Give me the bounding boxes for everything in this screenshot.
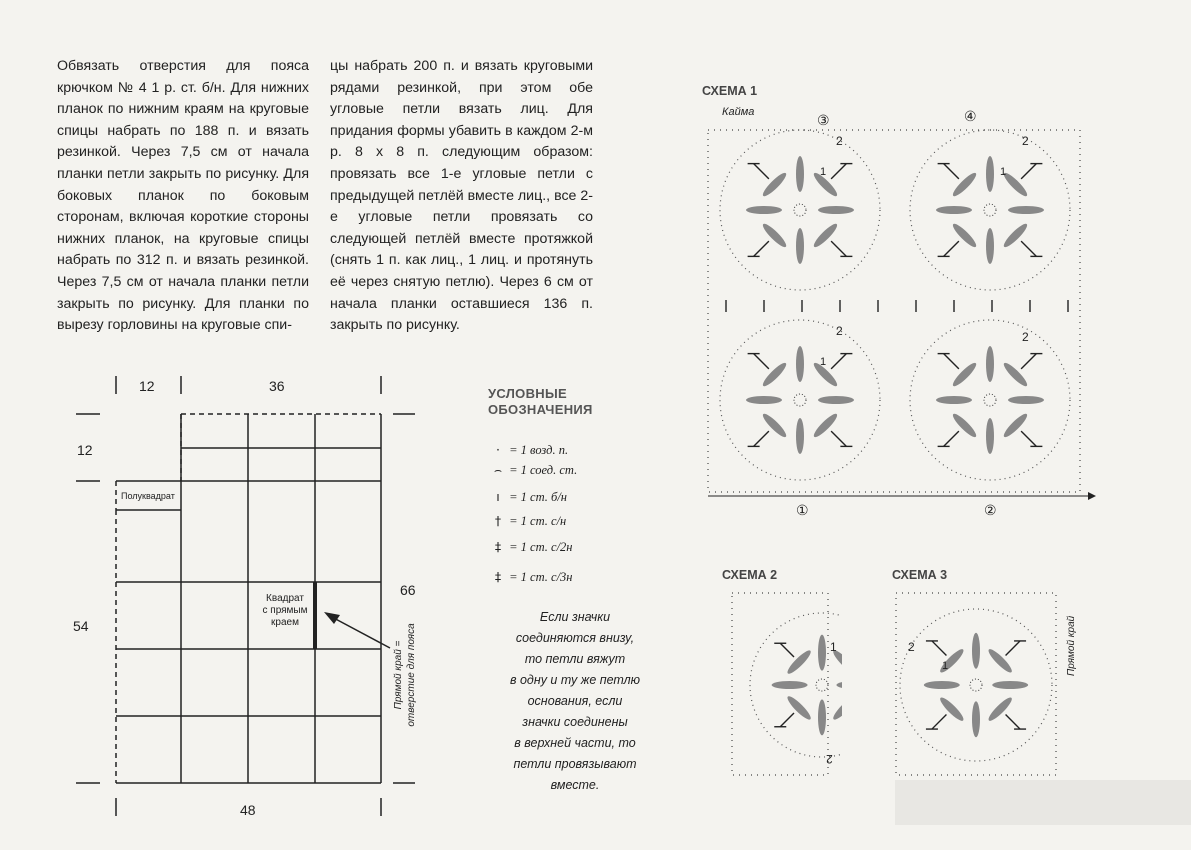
corner-stitch-mark (754, 164, 769, 179)
motif-center (984, 204, 996, 216)
row-label: 1 (1000, 166, 1007, 178)
motif-center (816, 679, 828, 691)
schema1-title: СХЕМА 1 (702, 84, 758, 98)
legend-note-line: значки соединены (522, 715, 628, 729)
treble-crochet-icon: ‡ (494, 539, 502, 554)
schema3-row-1: 1 (942, 660, 949, 672)
motif-center (794, 204, 806, 216)
dim-top-left: 12 (139, 378, 155, 394)
corner-stitch-mark (780, 713, 794, 727)
instructions-text-1: Обвязать отверстия для пояса крючком № 4 1 р. ст. б/н. Для нижних планок по нижним краям на круговые спицы набрать по 188 п. и вязать резинкой. Через 7,5 см от начала планки петли закрыть по рисунку. Для боковых планок по боковым сторонам, включая короткие стороны нижних планок, на круговые спицы набрать по 312 п. и вязать резинкой. Через 7,5 см от начала планки петли закрыть по рисунку. Для планки по вырезу горловины на круговые спи- (57, 58, 309, 334)
dim-bottom: 48 (240, 802, 256, 818)
legend-item-text: = 1 соед. ст. (509, 463, 578, 477)
petal-mark (924, 681, 960, 689)
dim-left-top: 12 (77, 442, 93, 458)
corner-stitch-mark (754, 354, 769, 369)
motif-outline (720, 320, 880, 480)
petal-mark (796, 228, 804, 264)
motif-outline (720, 130, 880, 290)
petal-mark (818, 396, 854, 404)
corner-stitch-mark (932, 641, 947, 656)
schema1-edge-label: Кайма (722, 106, 755, 118)
petal-mark (986, 418, 994, 454)
schema2-row-2: 2 (826, 752, 833, 766)
legend-item-text: = 1 ст. с/2н (509, 540, 573, 554)
square-label-2: с прямым (262, 605, 308, 616)
schema3-row-2: 2 (908, 640, 915, 654)
petal-mark (796, 156, 804, 192)
row-label: 2 (836, 324, 843, 338)
motif-center (984, 394, 996, 406)
double-crochet-icon: † (494, 513, 502, 528)
corner-stitch-mark (1021, 164, 1036, 179)
petal-mark (986, 228, 994, 264)
corner-stitch-mark (831, 241, 846, 256)
legend-note (500, 607, 650, 796)
motif-center (970, 679, 982, 691)
instructions-text-2: цы набрать 200 п. и вязать круговыми рядами резинкой, при этом обе угловые петли вязать лиц. Для придания формы убавить в каждом 2-м р. 8 х 8 п. следующим образом: провязать все 1-е угловые петли с предыдущей петлёй вместе лиц., все 2-е угловые петли провязать со следующей петлёй вместе протяжкой (снять 1 п. как лиц., 1 лиц. и протянуть её через снятую петлю). Через 6 см от начала планки оставшиеся 136 п. закрыть по рисунку. (330, 58, 593, 334)
schema3-border (896, 593, 1056, 775)
schema1-arrow (1088, 492, 1096, 500)
schema1-crochet-chart (690, 100, 1110, 530)
petal-mark (772, 681, 808, 689)
footer-strip (895, 780, 1191, 825)
circle-label-1: ① (796, 502, 809, 518)
corner-stitch-mark (932, 715, 947, 730)
motif-center (794, 394, 806, 406)
dim-left-main: 54 (73, 618, 89, 634)
legend-item-text: = 1 ст. б/н (509, 490, 567, 504)
circle-label-4: ④ (964, 108, 977, 124)
schema3-edge-label: Прямой край (1066, 615, 1077, 676)
row-label: 2 (836, 134, 843, 148)
row-label: 1 (820, 356, 827, 368)
legend-item-text: = 1 ст. с/3н (509, 570, 573, 584)
circle-label-2: ② (984, 502, 997, 518)
schema3-crochet-chart (888, 585, 1068, 785)
legend-item-dtr (490, 569, 573, 585)
petal-mark (986, 346, 994, 382)
petal-mark (936, 396, 972, 404)
corner-stitch-mark (780, 643, 794, 657)
corner-stitch-mark (1021, 431, 1036, 446)
vertical-edge-label (392, 600, 418, 750)
legend-item-slip (490, 462, 577, 478)
petal-mark (986, 156, 994, 192)
chain-stitch-icon: · (496, 442, 500, 457)
corner-stitch-mark (944, 241, 959, 256)
legend-note-line: в одну и ту же петлю (509, 673, 641, 687)
legend-note-line: Если значки (539, 610, 611, 624)
schema2-title: СХЕМА 2 (722, 568, 778, 582)
petal-mark (796, 346, 804, 382)
legend-note-line: петли провязывают (513, 757, 637, 771)
petal-mark (746, 206, 782, 214)
legend-item-tr (490, 539, 573, 555)
corner-stitch-mark (831, 354, 846, 369)
petal-mark (796, 418, 804, 454)
legend-item-dc (490, 513, 566, 529)
circle-label-3: ③ (817, 112, 830, 128)
row-label: 1 (820, 166, 827, 178)
petal-mark (746, 396, 782, 404)
corner-stitch-mark (944, 354, 959, 369)
row-label: 2 (1022, 330, 1029, 344)
schema2-crochet-chart (722, 585, 842, 785)
single-crochet-icon: ı (496, 489, 500, 504)
schema3-title: СХЕМА 3 (892, 568, 948, 582)
slip-stitch-icon: ⌢ (493, 462, 503, 477)
half-square-label: Полуквадрат (121, 491, 175, 501)
petal-mark (992, 681, 1028, 689)
corner-stitch-mark (1021, 354, 1036, 369)
legend-item-text: = 1 возд. п. (509, 443, 569, 457)
corner-stitch-mark (754, 431, 769, 446)
petal-mark (831, 694, 842, 722)
square-label-3: краем (271, 617, 299, 628)
corner-stitch-mark (1021, 241, 1036, 256)
legend-note-line: соединяются внизу, (515, 631, 635, 645)
legend-title-1: УСЛОВНЫЕ (488, 386, 567, 401)
petal-mark (818, 206, 854, 214)
legend-note-line: то петли вяжут (524, 652, 626, 666)
petal-mark (1008, 396, 1044, 404)
schema2-row-1: 1 (830, 640, 837, 654)
corner-stitch-mark (1006, 641, 1021, 656)
legend-note-line: основания, если (527, 694, 623, 708)
square-label (262, 593, 308, 629)
legend-title-2: ОБОЗНАЧЕНИЯ (488, 402, 593, 417)
corner-stitch-mark (831, 431, 846, 446)
legend-note-line: в верхней части, то (514, 736, 636, 750)
corner-stitch-mark (944, 164, 959, 179)
double-treble-icon: ‡ (494, 569, 502, 584)
vertical-edge-label-1: Прямой край = (393, 640, 404, 710)
motif-outline (900, 609, 1052, 761)
dim-right: 66 (400, 582, 416, 598)
legend-item-text: = 1 ст. с/н (509, 514, 567, 528)
petal-mark (818, 635, 826, 671)
legend-title (488, 386, 593, 418)
dim-top-right: 36 (269, 378, 285, 394)
corner-stitch-mark (944, 431, 959, 446)
motif-outline (910, 130, 1070, 290)
vertical-edge-label-2: отверстие для пояса (406, 623, 417, 727)
row-label: 2 (1022, 134, 1029, 148)
petal-mark (936, 206, 972, 214)
petal-mark (836, 681, 842, 689)
corner-stitch-mark (754, 241, 769, 256)
legend-note-line: вместе. (550, 778, 600, 792)
legend-item-sc (490, 489, 567, 505)
petal-mark (818, 699, 826, 735)
square-label-1: Квадрат (266, 593, 304, 604)
legend-item-chain (490, 442, 568, 458)
petal-mark (972, 633, 980, 669)
petal-mark (972, 701, 980, 737)
petal-mark (1008, 206, 1044, 214)
corner-stitch-mark (831, 164, 846, 179)
motif-outline (910, 320, 1070, 480)
corner-stitch-mark (1006, 715, 1021, 730)
